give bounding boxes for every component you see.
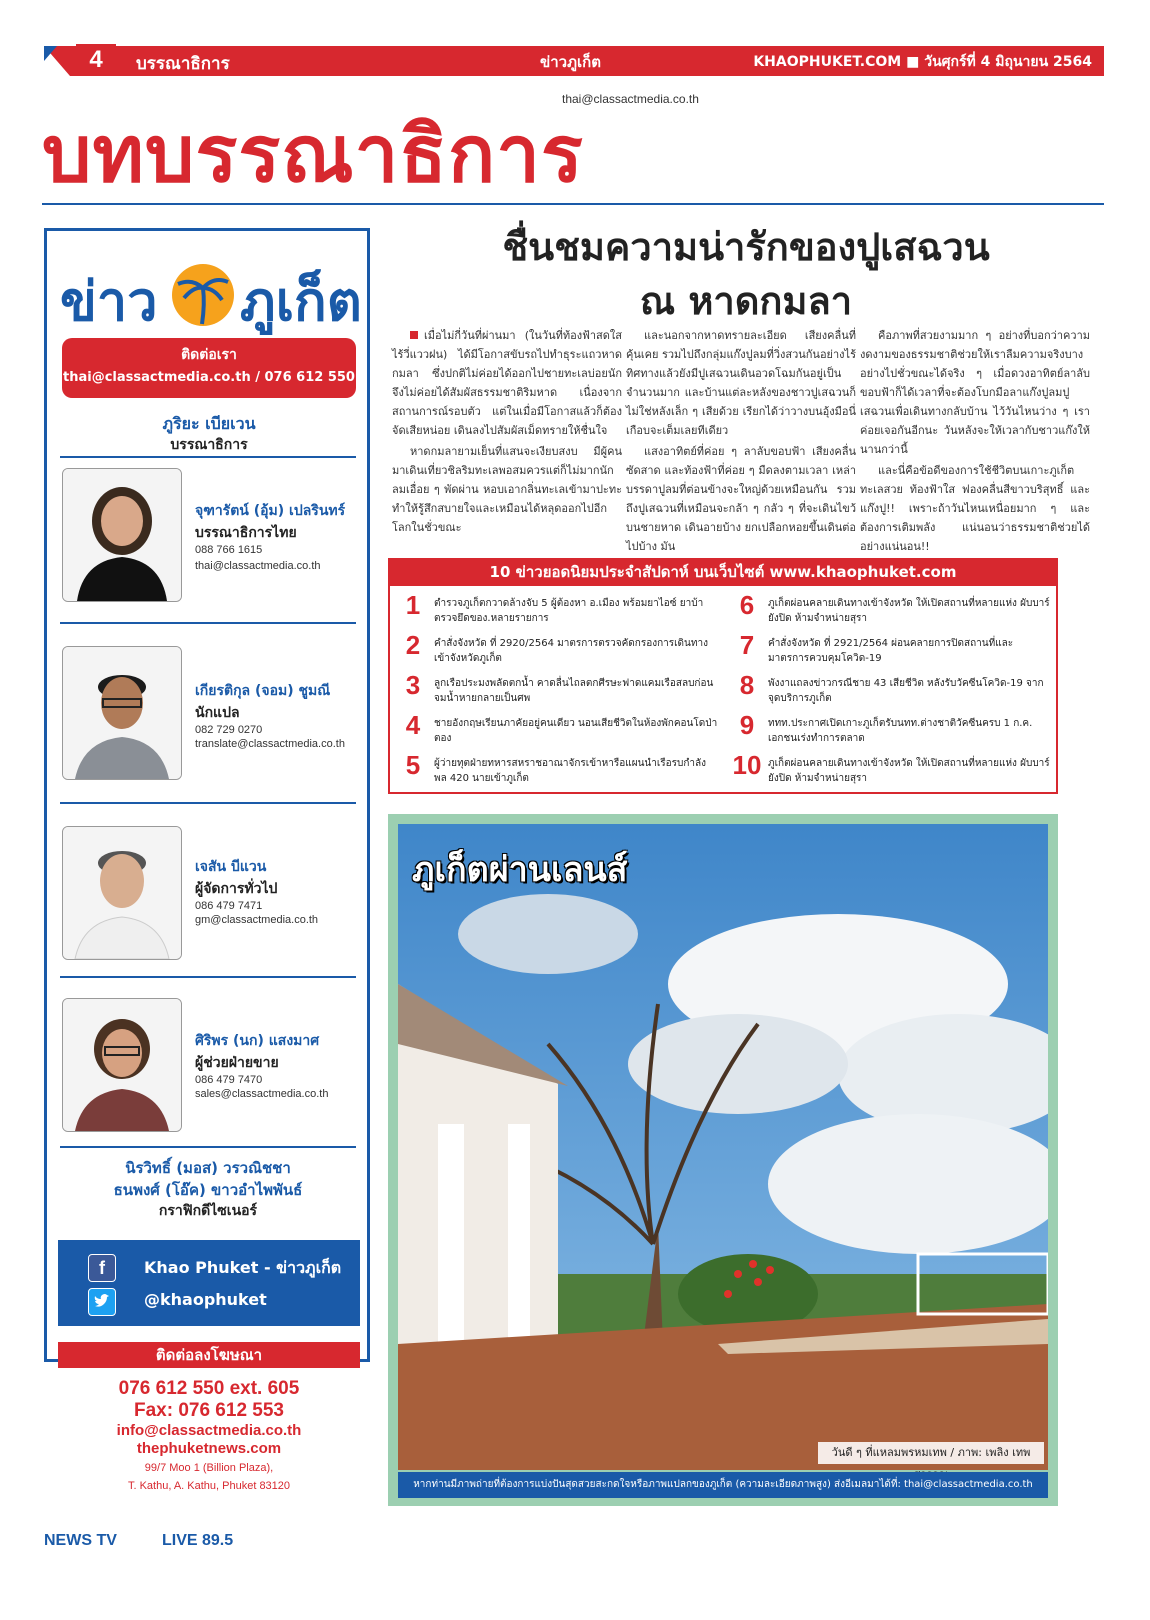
graphic-designer-name: ธนพงศ์ (โอ๊ค) ขาวอำไพพันธ์ [113, 1181, 303, 1199]
photo-credit: วันดี ๆ ที่แหลมพรหมเทพ / ภาพ: เพลิง เทพ [818, 1442, 1044, 1464]
top-news-number: 9 [739, 710, 755, 740]
photo-caption: หากท่านมีภาพถ่ายที่ต้องการแบ่งปันสุดสวยสะกดใจหรือภาพแปลกของภูเก็ต (ความละเอียดภาพสูง) ส่งอีเมลมาได้ที่: thai@classactmedia.co.th [398, 1472, 1048, 1498]
divider [60, 802, 356, 804]
staff-email[interactable]: translate@classactmedia.co.th [195, 738, 345, 750]
palm-sun-icon [172, 264, 234, 326]
section-name: บรรณาธิการ [136, 54, 230, 74]
staff-phone: 086 479 7470 [195, 1074, 263, 1086]
top-news-item[interactable] [732, 670, 1052, 714]
divider [60, 1146, 356, 1148]
article-column [626, 326, 856, 558]
ad-email[interactable]: info@classactmedia.co.th [116, 1422, 302, 1439]
ad-phone: 076 612 550 ext. 605 [118, 1378, 300, 1399]
staff-phone: 086 479 7471 [195, 900, 263, 912]
editor-email[interactable]: thai@classactmedia.co.th [562, 92, 699, 106]
article-paragraph: หาดกมลายามเย็นที่แสนจะเงียบสงบ มีผู้คนมาเดินเที่ยวชิลริมทะเลพอสมควรแต่ก็ไม่มากนัก ลมเอื่อย ๆ พัดผ่าน หอบเอากลิ่นทะเลเข้ามาปะทะ ทำให้รู้สึกสบายใจและเหมือนได้หลุดออกไปอีกโลกในชั่วขณะ [392, 445, 622, 534]
page-number: 4 [76, 44, 116, 76]
article-paragraph: และนี่คือข้อดีของการใช้ชีวิตบนเกาะภูเก็ต ทะเลสวย ท้องฟ้าใส ฟองคลื่นสีขาวบริสุทธิ์ และแก๊งปู!! เพราะถ้าวันไหนเหนื่อยมาก ๆ และต้องการเติมพลัง แน่นอนว่าธรรมชาติช่วยได้อย่างแน่นอน!! [860, 464, 1090, 553]
staff-phone: 088 766 1615 [195, 544, 263, 556]
top-news-number: 10 [732, 750, 762, 780]
staff-name: จุฑารัตน์ (อุ้ม) เปลรินทร์ [195, 503, 346, 519]
editor-name: ภูริยะ เบียเวน [162, 414, 256, 433]
top-news-item[interactable] [398, 590, 718, 634]
divider [60, 976, 356, 978]
top-news-number: 1 [405, 590, 421, 620]
brand-logo [60, 250, 360, 340]
brand-word-left: ข่าว [60, 270, 158, 333]
top-news-text: ชายอังกฤษเรียนภาคัยอยู่คนเดียว นอนเสียชีวิตในห้องพักคอนโดป่าตอง [434, 718, 718, 744]
article-paragraph: แสงอาทิตย์ที่ค่อย ๆ ลาลับขอบฟ้า เสียงคลื่นซัดสาด และท้องฟ้าที่ค่อย ๆ มืดลงตามเวลา เหล่าบรรดาปูลมที่ต่อนข้างจะใหญ่ด้วยเหมือนกัน รวมถึงปูเสฉวนที่เหมือนจะกล้า ๆ กลัว ๆ ที่จะเดินไขว้บนชายหาด เดินอายบ้าง ยกเปลือกหอยขึ้นเดินต่อไปบ้าง มัน [626, 445, 856, 553]
staff-email[interactable]: gm@classactmedia.co.th [195, 914, 319, 926]
twitter-link[interactable]: @khaophuket [144, 1290, 267, 1309]
contact-box [62, 338, 356, 398]
top-news-number: 6 [739, 590, 755, 620]
top-news-number: 3 [405, 670, 421, 700]
top-news-text: คำสั่งจังหวัด ที่ 2920/2564 มาตรการตรวจคัดกรองการเดินทางเข้าจังหวัดภูเก็ต [434, 638, 708, 664]
top-news-text: คำสั่งจังหวัด ที่ 2921/2564 ผ่อนคลายการปิดสถานที่และมาตรการควบคุมโควิด-19 [768, 638, 1014, 664]
article-headline: ณ หาดกมลา [639, 279, 853, 323]
corner-mark [44, 46, 70, 76]
staff-photo-man [62, 646, 182, 780]
ad-contact-header: ติดต่อลงโฆษณา [58, 1342, 360, 1368]
contact-line[interactable]: thai@classactmedia.co.th / 076 612 550 [63, 370, 355, 385]
staff-role: นักแปล [195, 705, 240, 721]
top-news-item[interactable] [732, 750, 1052, 794]
contact-title: ติดต่อเรา [181, 347, 237, 363]
top-news-item[interactable] [732, 630, 1052, 674]
article-column [860, 326, 1090, 558]
feature-photo [398, 824, 1048, 1470]
top-news-item[interactable] [732, 590, 1052, 634]
top-news-text: ททท.ประกาศเปิดเกาะภูเก็ตรับนทท.ต่างชาติวัคซีนครบ 1 ก.ค. เอกชนเร่งทำการตลาด [768, 718, 1033, 744]
news-tv-logo: NEWS TV [44, 1532, 117, 1549]
social-box [58, 1240, 360, 1326]
photo-section-title: ภูเก็ตผ่านเลนส์ [412, 850, 628, 890]
facebook-icon[interactable]: f [88, 1254, 116, 1282]
staff-photo-woman [62, 998, 182, 1132]
top-news-number: 4 [405, 710, 421, 740]
article-paragraph: และนอกจากหาดทรายละเอียด เสียงคลื่นที่คุ้นเคย รวมไปถึงกลุ่มแก๊งปูลมที่วิ่งสวนกันอย่างไร้ทิศทางแล้วยังมีปูเสฉวนเดินอวดโฉมกันอยู่เป็นจำนวนมาก และบ้านแต่ละหลังของชาวปูเสฉวนก็ไม่ใช่หลังเล็ก ๆ เสียด้วย เรียกได้ว่าวางบนอุ้งมือนี่เกือบจะเต็มเลยทีเดียว [626, 329, 856, 437]
ad-address: T. Kathu, A. Kathu, Phuket 83120 [127, 1480, 291, 1492]
top-news-text: ภูเก็ตผ่อนคลายเดินทางเข้าจังหวัด ให้เปิดสถานที่หลายแห่ง ผับบาร์ยังปิด ห้ามจำหน่ายสุรา [768, 598, 1050, 624]
top-news-text: ผู้ว่ายทุตฝ่ายทหารสหราชอาณาจักรเข้าหารือแผนนำเรือรบกำลังพล 420 นายเข้าภูเก็ต [434, 758, 707, 784]
graphic-designer-name: นิรวิทธิ์ (มอส) วรวณิชชา [125, 1159, 291, 1177]
divider [60, 622, 356, 624]
title-divider [42, 203, 1104, 205]
bar-logo: ข่าวภูเก็ต [540, 53, 601, 71]
top-news-title: 10 ข่าวยอดนิยมประจำสัปดาห์ บนเว็บไซต์ www.khaophuket.com [388, 558, 1058, 586]
top-news-text: พังงาแถลงข่าวกรณีชาย 43 เสียชีวิต หลังรับวัคซีนโควิด-19 จากจุดบริการภูเก็ต [768, 678, 1044, 704]
graphic-designer-role: กราฟิกดีไซเนอร์ [158, 1203, 258, 1219]
top-news-number: 2 [405, 630, 421, 660]
top-news-text: ตำรวจภูเก็ตกวาดล้างจับ 5 ผู้ต้องหา อ.เมือง พร้อมยาไอซ์ ยาบ้า ตรวจยึดของ.หลายรายการ [434, 598, 704, 624]
article-headline: ชื่นชมความน่ารักของปูเสฉวน [502, 225, 990, 269]
ad-website[interactable]: thephuketnews.com [136, 1440, 282, 1457]
staff-email[interactable]: sales@classactmedia.co.th [195, 1088, 329, 1100]
top-news-number: 5 [405, 750, 421, 780]
brand-word-right: ภูเก็ต [240, 270, 362, 333]
top-news-item[interactable] [398, 750, 718, 794]
top-news-item[interactable] [398, 670, 718, 714]
staff-phone: 082 729 0270 [195, 724, 263, 736]
editor-role: บรรณาธิการ [170, 437, 248, 453]
top-news-item[interactable] [398, 710, 718, 754]
staff-name: เกียรติกุล (จอม) ชูมณี [195, 683, 331, 699]
bullet-icon [410, 331, 418, 339]
top-news-item[interactable] [732, 710, 1052, 754]
staff-role: ผู้จัดการทั่วไป [195, 881, 278, 897]
article-column [392, 326, 622, 539]
staff-email[interactable]: thai@classactmedia.co.th [195, 560, 321, 572]
staff-name: ศิริพร (นก) แสงมาศ [195, 1033, 320, 1049]
facebook-link[interactable]: Khao Phuket - ข่าวภูเก็ต [144, 1258, 342, 1277]
twitter-icon[interactable] [88, 1288, 116, 1316]
staff-name: เจสัน บีแวน [195, 859, 267, 875]
staff-role: บรรณาธิการไทย [195, 525, 297, 541]
live-radio-logo: LIVE 89.5 [162, 1532, 234, 1549]
staff-photo-man [62, 826, 182, 960]
top-news-number: 7 [739, 630, 755, 660]
top-news-text: ภูเก็ตผ่อนคลายเดินทางเข้าจังหวัด ให้เปิดสถานที่หลายแห่ง ผับบาร์ยังปิด ห้ามจำหน่ายสุรา [768, 758, 1050, 784]
article-paragraph: เมื่อไม่กี่วันที่ผ่านมา (ในวันที่ท้องฟ้าสดใสไร้วี่แววฝน) ได้มีโอกาสขับรถไปทำธุระแถวหาดกมลา ซึ่งปกติไม่ค่อยได้ออกไปชายทะเลบ่อยนัก จึงไม่ค่อยได้สัมผัสธรรมชาติริมหาด เนื่องจากสถานการณ์รอบตัว แต่ในเมื่อมีโอกาสแล้วก็ต้องจัดเสียหน่อย เดินลงไปสัมผัสเม็ดทรายให้ชื่นใจ [392, 329, 622, 437]
top-news-number: 8 [739, 670, 755, 700]
staff-role: ผู้ช่วยฝ่ายขาย [195, 1055, 279, 1071]
top-news-text: ลูกเรือประมงพลัดตกน้ำ คาดลื่นไถลตกศีรษะฟาดแคมเรือสลบก่อนจมน้ำหายกลายเป็นศพ [434, 678, 714, 704]
divider [60, 456, 356, 458]
staff-photo-woman [62, 468, 182, 602]
article-paragraph: คือภาพที่สวยงามมาก ๆ อย่างที่บอกว่าความงดงามของธรรมชาติช่วยให้เราลืมความจริงบางอย่างไปชั่วขณะได้จริง ๆ เมื่อดวงอาทิตย์ลาลับขอบฟ้าก็ได้เวลาที่จะต้องโบกมือลาแก๊งปูลมปูเสฉวนเพื่อเดินทางกลับบ้าน ไว้วันไหนว่าง ๆ เราค่อยเจอกันอีกนะ วันหลังจะให้เวลากับชาวแก๊งให้นานกว่านี้ [860, 329, 1090, 456]
ad-fax: Fax: 076 612 553 [133, 1400, 284, 1421]
site-and-date: KHAOPHUKET.COM ■ วันศุกร์ที่ 4 มิถุนายน 2564 [753, 54, 1092, 70]
ad-address: 99/7 Moo 1 (Billion Plaza), [144, 1462, 274, 1474]
page-title: บทบรรณาธิการ [42, 110, 584, 200]
top-news-item[interactable] [398, 630, 718, 674]
